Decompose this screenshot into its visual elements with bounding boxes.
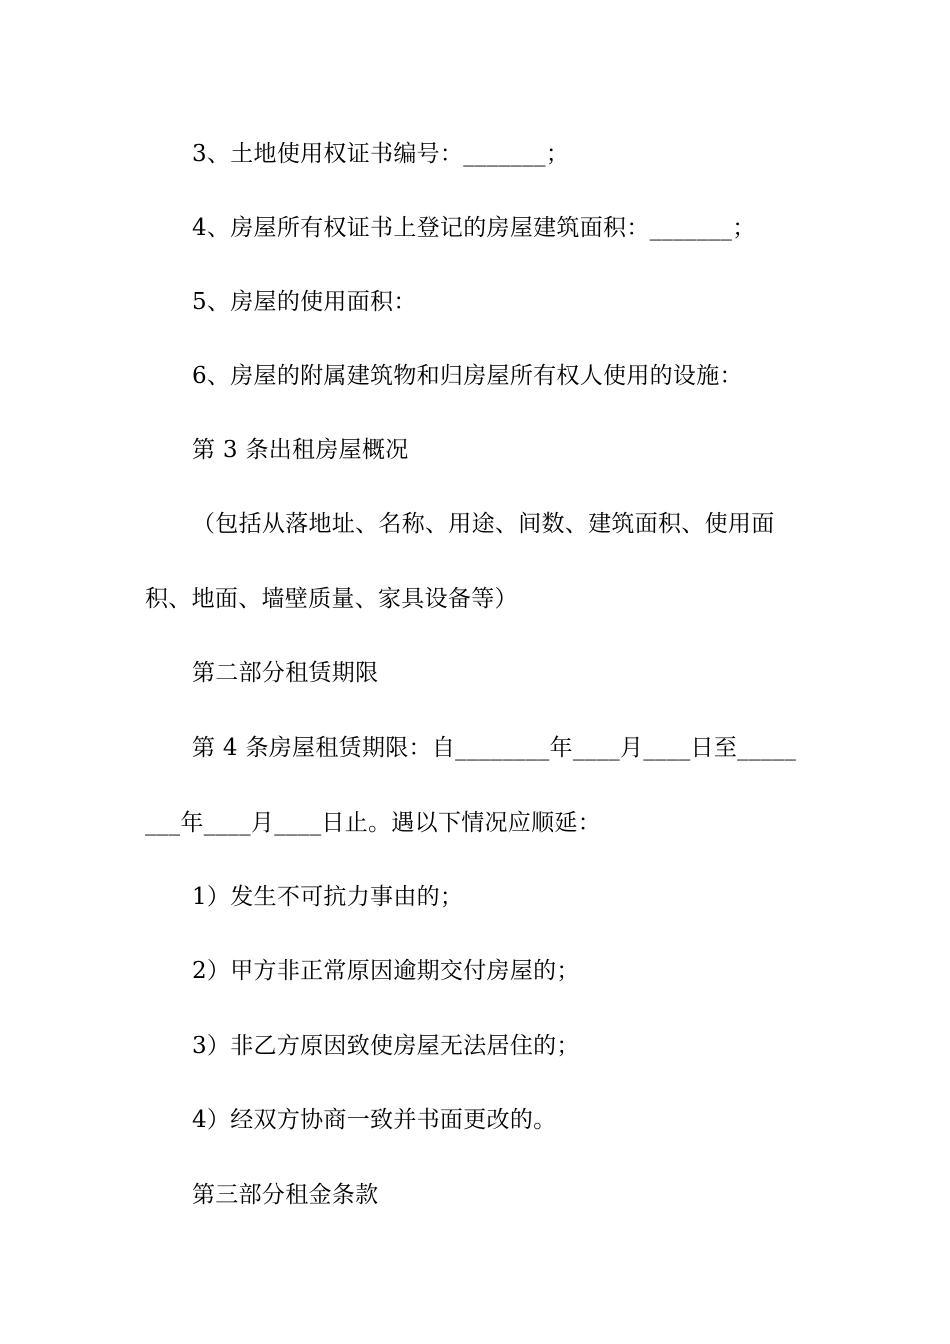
part-2-heading: 第二部分租赁期限 bbox=[192, 660, 379, 686]
article-4-lease-term-line-1: 第 4 条房屋租赁期限：自________年____月____日至_____ bbox=[192, 735, 797, 761]
article-3-description-line-2: 积、地面、墙壁质量、家具设备等） bbox=[145, 586, 518, 612]
extension-condition-3: 3）非乙方原因致使房屋无法居住的； bbox=[192, 1033, 580, 1059]
article-3-heading: 第 3 条出租房屋概况 bbox=[192, 437, 409, 463]
extension-condition-1: 1）发生不可抗力事由的； bbox=[192, 884, 464, 910]
extension-condition-4: 4）经双方协商一致并书面更改的。 bbox=[192, 1107, 557, 1133]
clause-registered-building-area: 4、房屋所有权证书上登记的房屋建筑面积：_______； bbox=[192, 215, 756, 241]
part-3-heading: 第三部分租金条款 bbox=[192, 1182, 379, 1208]
article-4-lease-term-line-2: ___年____月____日止。遇以下情况应顺延： bbox=[145, 810, 601, 836]
extension-condition-2: 2）甲方非正常原因逾期交付房屋的； bbox=[192, 958, 580, 984]
article-3-description-line-1: （包括从落地址、名称、用途、间数、建筑面积、使用面 bbox=[192, 511, 775, 537]
clause-attached-facilities: 6、房屋的附属建筑物和归房屋所有权人使用的设施： bbox=[192, 363, 743, 389]
clause-usable-area: 5、房屋的使用面积： bbox=[192, 289, 417, 315]
clause-land-certificate-number: 3、土地使用权证书编号：_______； bbox=[192, 141, 570, 167]
